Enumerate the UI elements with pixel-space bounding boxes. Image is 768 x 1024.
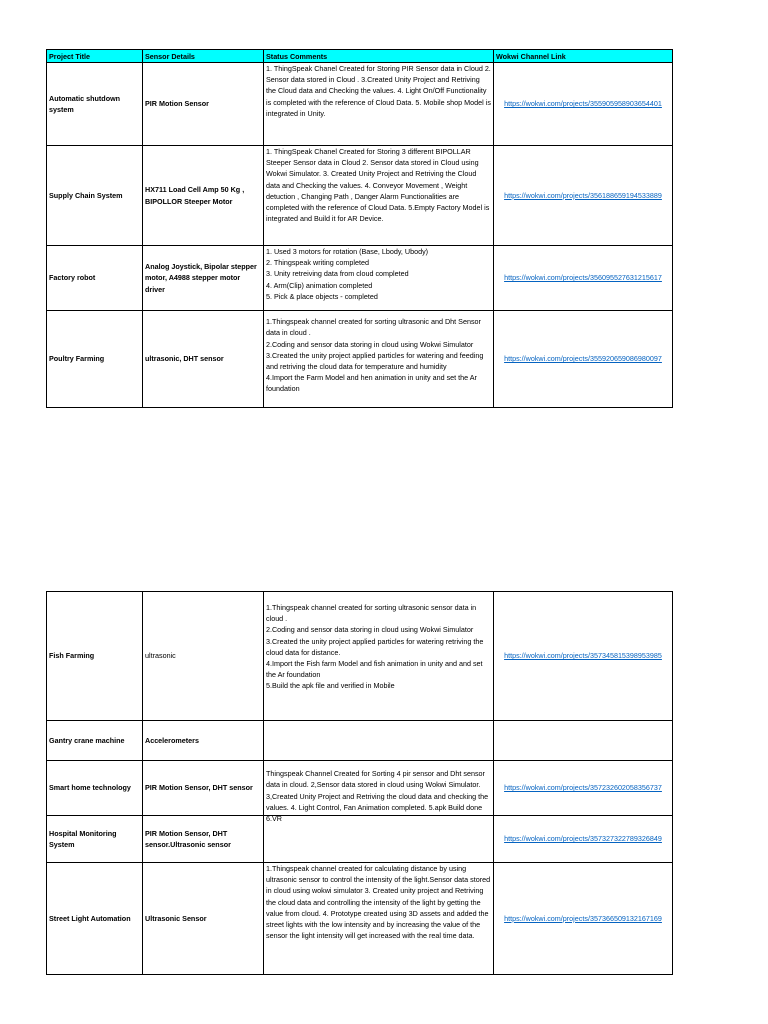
channel-link-cell xyxy=(494,816,673,863)
header-project-title: Project Title xyxy=(47,50,143,63)
header-status-comments: Status Comments xyxy=(264,50,494,63)
sensor-details-cell: Analog Joystick, Bipolar stepper motor, A4988 stepper motor driver xyxy=(143,246,264,311)
status-comments-cell xyxy=(264,311,494,408)
sensor-details-cell: ultrasonic, DHT sensor xyxy=(143,311,264,408)
project-title-cell: Poultry Farming xyxy=(47,311,143,408)
channel-link-cell xyxy=(494,592,673,721)
table-row xyxy=(47,721,673,761)
sensor-details-cell: Ultrasonic Sensor xyxy=(143,863,264,975)
channel-link-cell xyxy=(494,311,673,408)
table-row xyxy=(47,311,673,408)
status-comments-cell xyxy=(264,721,494,761)
table-row xyxy=(47,146,673,246)
status-clip xyxy=(266,761,491,824)
status-comments-cell: 1.Thingspeak channel created for calculating distance by using ultrasonic sensor to control the intensity of the light.Sensor data stored in cloud using wokwi simulator 3. Created unity project and Retriving the cloud data and controlling the intensity of the light by getting the value from cloud. 4. Prototype created using 3D assets and added the street lights with the low intensity and by increasing the value of the sensor the light intensity will get increased with the real time data. xyxy=(264,863,494,975)
sensor-details-cell: ultrasonic xyxy=(143,592,264,721)
table-row xyxy=(47,63,673,146)
sensor-details-cell: PIR Motion Sensor xyxy=(143,63,264,146)
project-title-cell: Supply Chain System xyxy=(47,146,143,246)
header-sensor-details: Sensor Details xyxy=(143,50,264,63)
wokwi-link[interactable]: https://wokwi.com/projects/355905958903654401 xyxy=(504,99,662,109)
wokwi-link[interactable]: https://wokwi.com/projects/357327322789326849 xyxy=(504,834,662,844)
channel-link-cell xyxy=(494,146,673,246)
sensor-details-cell: PIR Motion Sensor, DHT sensor xyxy=(143,761,264,816)
table-row xyxy=(47,592,673,721)
sensor-details-cell: HX711 Load Cell Amp 50 Kg , BIPOLLOR Steeper Motor xyxy=(143,146,264,246)
project-title-cell: Hospital Monitoring System xyxy=(47,816,143,863)
wokwi-link[interactable]: https://wokwi.com/projects/356188659194533889 xyxy=(504,190,662,200)
projects-table-top xyxy=(46,49,673,408)
project-title-cell: Street Light Automation xyxy=(47,863,143,975)
channel-link-cell xyxy=(494,246,673,311)
wokwi-link[interactable]: https://wokwi.com/projects/355920659086980097 xyxy=(504,354,662,364)
wokwi-link[interactable]: https://wokwi.com/projects/357366509132167169 xyxy=(504,913,662,923)
project-title-cell: Gantry crane machine xyxy=(47,721,143,761)
wokwi-link[interactable]: https://wokwi.com/projects/357232602058356737 xyxy=(504,783,662,793)
table-row xyxy=(47,863,673,975)
status-text: Thingspeak Channel Created for Sorting 4 pir sensor and Dht sensor data in cloud. 2,Sensor data stored in cloud using Wokwi Simulator. 3,Created Unity Project and Retriving the cloud data and checking the values. 4. Light Control, Fan Animation completed. 5.apk Build done 6.VR xyxy=(266,769,489,824)
table-header-row xyxy=(47,50,673,63)
project-title-cell: Automatic shutdown system xyxy=(47,63,143,146)
project-title-cell: Factory robot xyxy=(47,246,143,311)
wokwi-link[interactable]: https://wokwi.com/projects/356095527631215617 xyxy=(504,273,662,283)
table-row xyxy=(47,761,673,816)
channel-link-cell xyxy=(494,863,673,975)
status-comments-cell: 1. Used 3 motors for rotation (Base, Lbody, Ubody) 2. Thingspeak writing completed 3. Unity retreiving data from cloud completed 4. Arm(Clip) animation completed 5. Pick & place objects - completed xyxy=(264,246,494,311)
channel-link-cell xyxy=(494,63,673,146)
sensor-details-cell: Accelerometers xyxy=(143,721,264,761)
wokwi-link[interactable]: https://wokwi.com/projects/357345815398953985 xyxy=(504,651,662,661)
status-text: 1.Thingspeak channel created for sorting ultrasonic and Dht Sensor data in cloud . 2.Coding and sensor data storing in cloud using Wokwi Simulator 3.Created the unity project applied particles for watering and feeding and retriving the cloud data for temperature and humidity 4.Import the Farm Model and hen animation in unity and set the Ar foundation xyxy=(266,317,484,394)
status-comments-cell: 1. ThingSpeak Chanel Created for Storing PIR Sensor data in Cloud 2. Sensor data stored in Cloud . 3.Created Unity Project and Retriving the Cloud data and Checking the values. 4. Light On/Off Functionality is completed with the reference of Cloud Data. 5. Mobile shop Model is integrated in Unity. xyxy=(264,63,494,146)
status-clip xyxy=(266,311,491,407)
channel-link-cell xyxy=(494,761,673,816)
status-comments-cell: 1. ThingSpeak Chanel Created for Storing 3 different BIPOLLAR Steeper Sensor data in Cloud 2. Sensor data stored in Cloud using Wokwi Simulator. 3. Created Unity Project and Retriving the Cloud data and Checking the values. 4. Conveyor Movement , Weight detuction , Changing Path , Danger Alarm Functionalities are completed with the reference of Cloud Data. 5.Empty Factory Model is integrated and Build it for AR Device. xyxy=(264,146,494,246)
project-title-cell: Smart home technology xyxy=(47,761,143,816)
table-row xyxy=(47,246,673,311)
projects-table-bottom xyxy=(46,591,673,975)
channel-link-cell xyxy=(494,721,673,761)
project-title-cell: Fish Farming xyxy=(47,592,143,721)
status-comments-cell xyxy=(264,761,494,824)
status-comments-cell: 1.Thingspeak channel created for sorting ultrasonic sensor data in cloud . 2.Coding and sensor data storing in cloud using Wokwi Simulator 3.Created the unity project applied particles for watering retriving the cloud data for distance. 4.Import the Fish farm Model and fish animation in unity and and set the Ar foundation 5.Build the apk file and verified in Mobile xyxy=(264,592,494,721)
header-channel-link: Wokwi Channel Link xyxy=(494,50,673,63)
sensor-details-cell: PIR Motion Sensor, DHT sensor.Ultrasonic sensor xyxy=(143,816,264,863)
